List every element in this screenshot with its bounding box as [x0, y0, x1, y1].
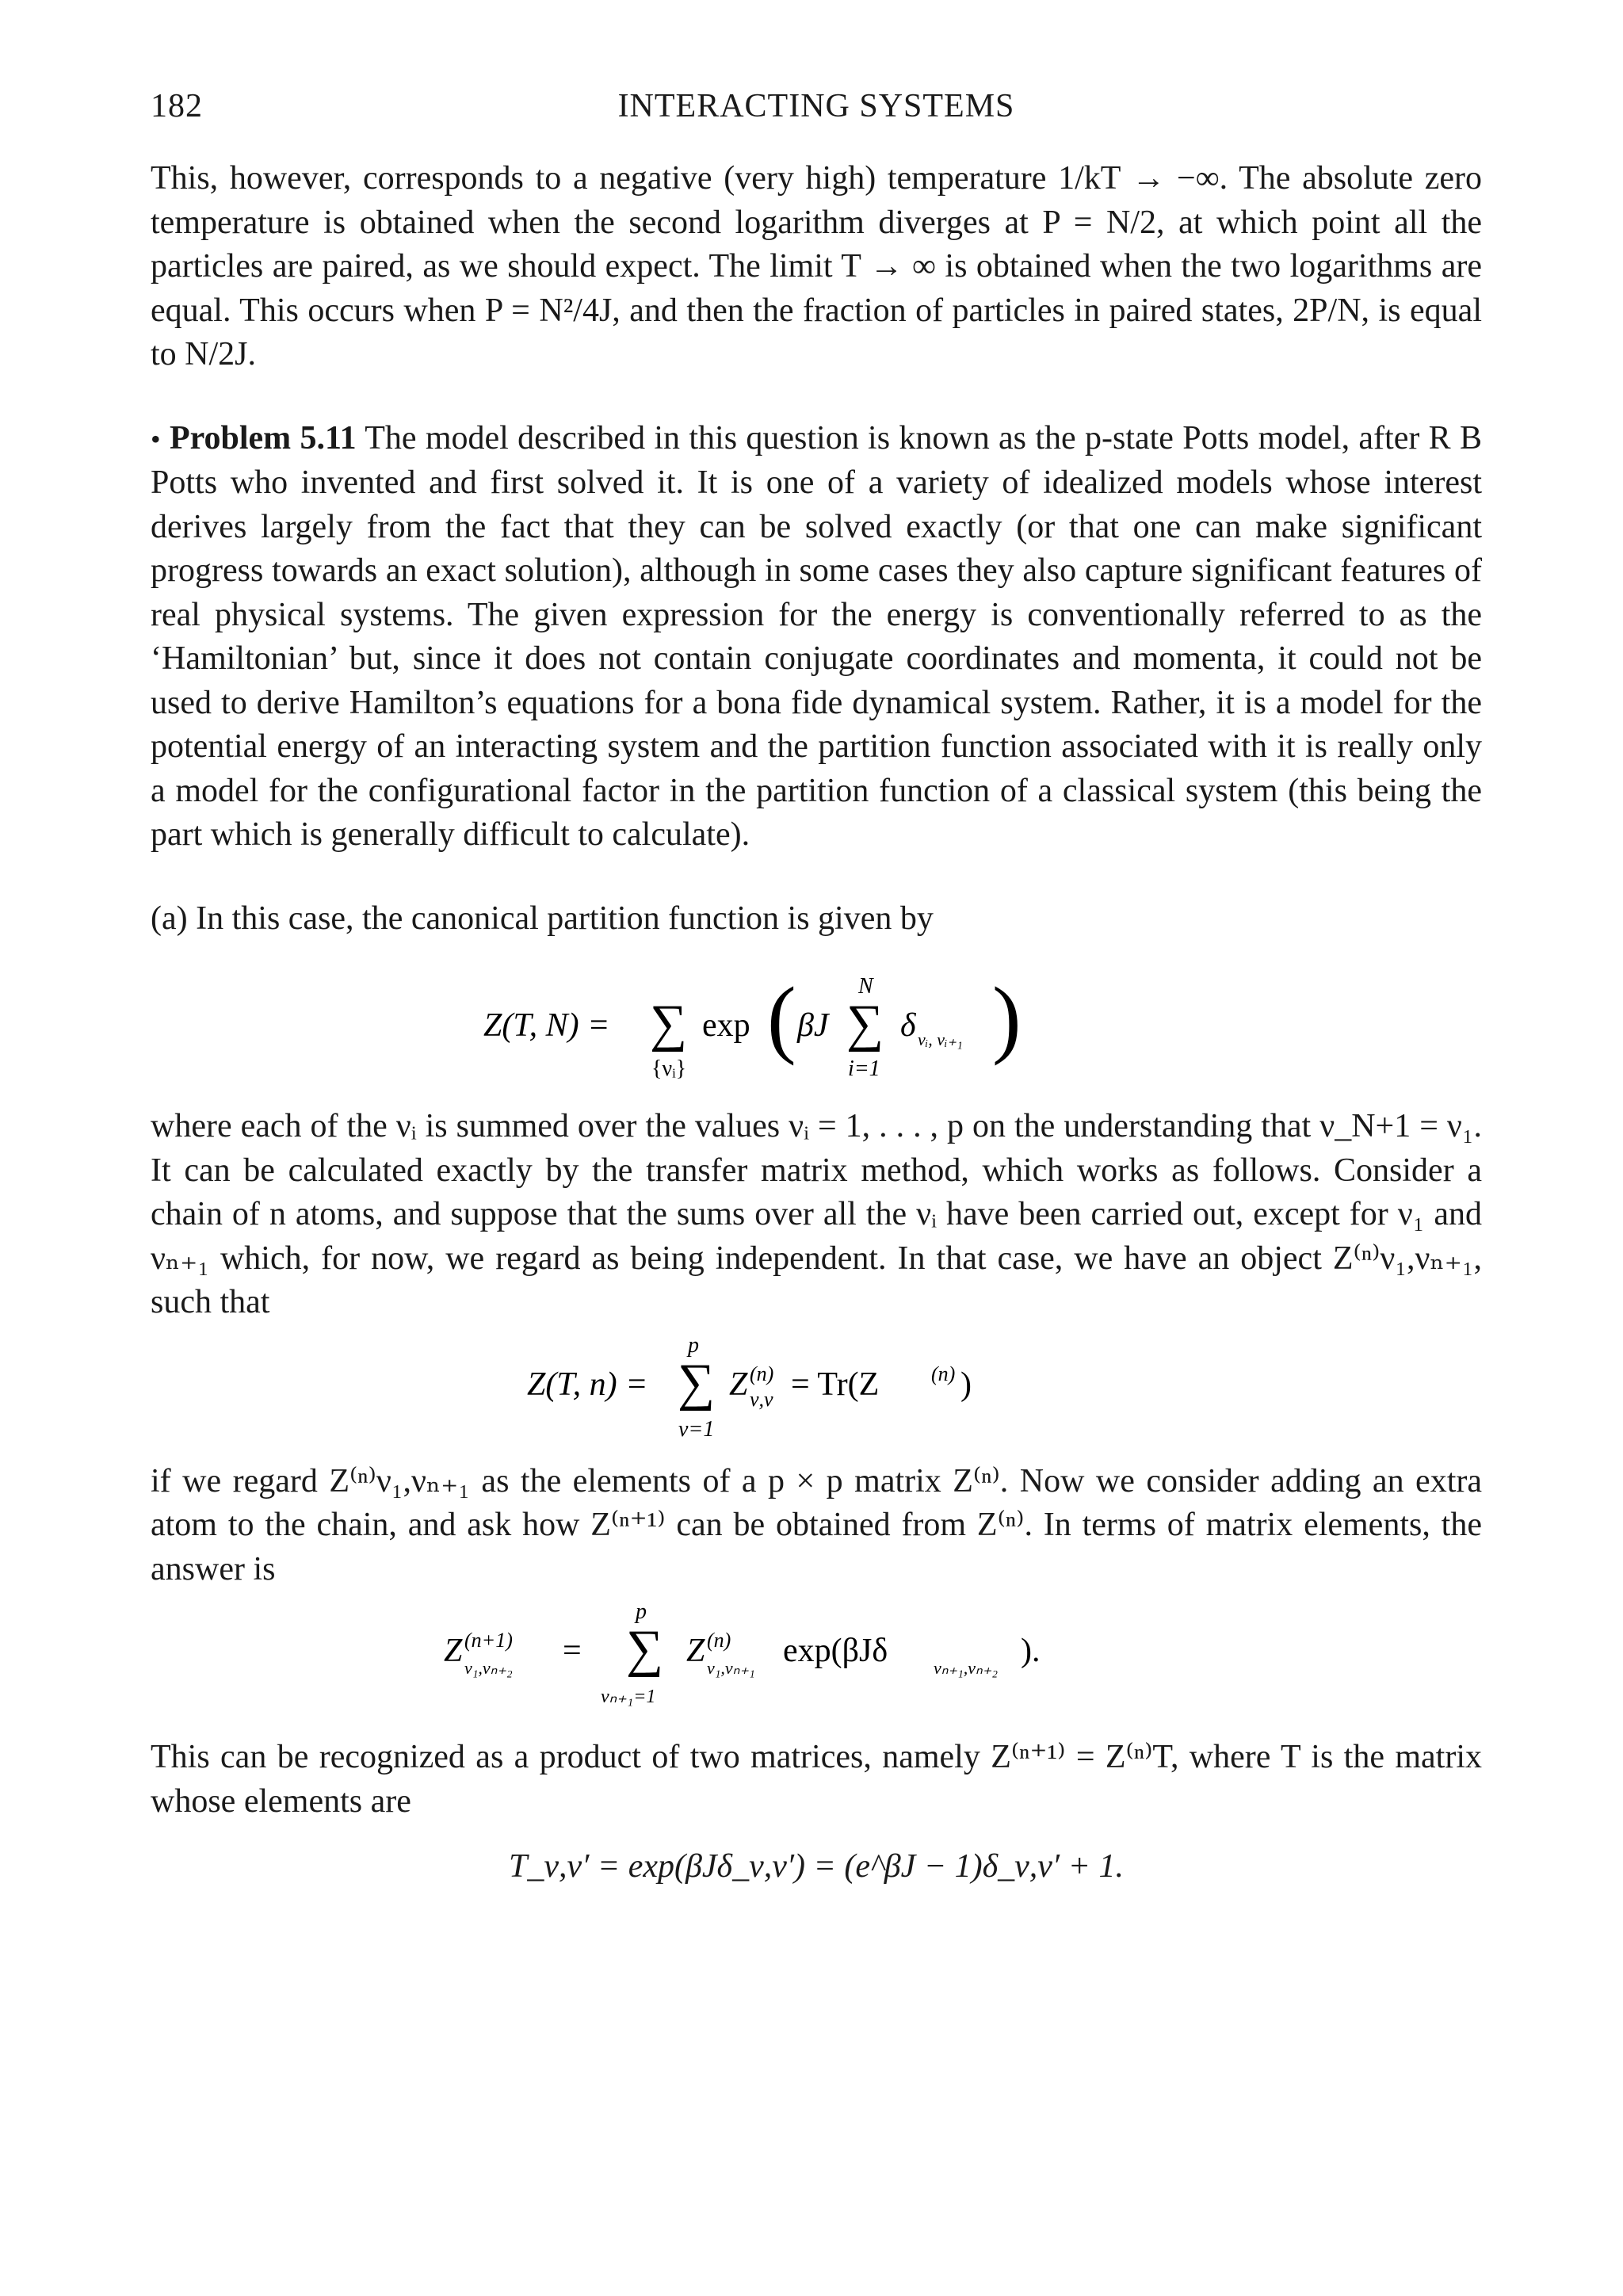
eq2-rhs: = Tr(Z: [791, 1366, 880, 1403]
eq4-text: T_ν,ν′ = exp(βJδ_ν,ν′) = (e^βJ − 1)δ_ν,ν′ + 1.: [509, 1848, 1124, 1885]
page-number: 182: [151, 88, 203, 124]
eq1-inner-sum-symbol: ∑: [846, 995, 884, 1052]
equation-transfer-matrix: [151, 1847, 1482, 1919]
eq3-sum-lower: νₙ₊₁=1: [601, 1687, 656, 1707]
eq1-delta: δ: [900, 1007, 916, 1044]
eq2-sum-symbol: ∑: [678, 1353, 716, 1412]
eq1-delta-sub: νᵢ, νᵢ₊₁: [918, 1030, 963, 1049]
eq1-right-paren: ): [992, 969, 1022, 1066]
eq2-term-sup: (n): [750, 1362, 774, 1385]
equation-recursion: [151, 1601, 1482, 1712]
eq3-exp: exp(βJδ: [783, 1633, 888, 1669]
eq1-sum-lower: {νᵢ}: [651, 1056, 687, 1081]
eq3-lhs-sup: (n+1): [464, 1629, 513, 1652]
page: [151, 87, 1482, 1919]
eq3-term: Z: [686, 1633, 705, 1669]
part-a-intro: (a) In this case, the canonical partition function is given by: [151, 900, 934, 937]
eq3-term-sup: (n): [707, 1629, 731, 1652]
eq3-lhs: Z: [444, 1633, 463, 1669]
running-head: INTERACTING SYSTEMS: [617, 88, 1015, 124]
problem-label: Problem 5.11: [169, 419, 357, 457]
eq2-term-sub: ν,ν: [750, 1387, 773, 1411]
paragraph-after-eq3: This can be recognized as a product of two matrices, namely Z⁽ⁿ⁺¹⁾ = Z⁽ⁿ⁾T, where T is the matrix whose elements are: [151, 1739, 1482, 1820]
eq1-beta-j: βJ: [797, 1007, 829, 1044]
equation-1-svg: [151, 958, 1482, 1097]
eq2-sum-upper: p: [688, 1332, 699, 1358]
eq1-exp: exp: [702, 1007, 750, 1044]
equation-3-svg: [151, 1601, 1482, 1712]
equation-partition-function: [151, 958, 1482, 1097]
eq3-exp-close: ).: [1021, 1633, 1041, 1669]
eq2-lhs: Z(T, n) =: [527, 1366, 648, 1403]
eq3-lhs-sub: ν₁,νₙ₊₂: [464, 1658, 513, 1678]
eq1-sum-symbol: ∑: [650, 995, 688, 1052]
eq2-rhs-close: ): [960, 1366, 972, 1403]
problem-text: The model described in this question is known as the p-state Potts model, after R B Potts who invented and first solved it. It is one of a variety of idealized models whose interest derives largely from the fact that they can be solved exactly (or that one can make significant progress towards an exact solution), although in some cases they also capture significant features of real physical systems. The given expression for the energy is conventionally referred to as the ‘Hamiltonian’ but, since it does not contain conjugate coordinates and momenta, it could not be used to derive Hamilton’s equations for a bona fide dynamical system. Rather, it is a model for the potential energy of an interacting system and the partition function associated with it is really only a model for the configurational factor in the partition function of a classical system (this being the part which is generally difficult to calculate).: [151, 419, 1482, 853]
eq3-sum-symbol: ∑: [626, 1620, 664, 1678]
eq1-lhs: Z(T, N) =: [483, 1007, 610, 1044]
problem-paragraph: [151, 417, 1482, 858]
equation-trace: [151, 1332, 1482, 1446]
eq3-exp-sub: νₙ₊₁,νₙ₊₂: [934, 1658, 999, 1678]
bullet: •: [151, 422, 161, 455]
eq2-sum-lower: ν=1: [678, 1416, 715, 1442]
paragraph-after-eq2: if we regard Z⁽ⁿ⁾ν₁,νₙ₊₁ as the elements of a p × p matrix Z⁽ⁿ⁾. Now we consider adding an extra atom to the chain, and ask how Z⁽ⁿ⁺¹⁾ can be obtained from Z⁽ⁿ⁾. In terms of matrix elements, the answer is: [151, 1462, 1482, 1587]
eq3-eq: =: [563, 1633, 582, 1669]
eq3-term-sub: ν₁,νₙ₊₁: [707, 1658, 755, 1678]
eq3-sum-upper: p: [636, 1599, 647, 1624]
paragraph-after-eq1: where each of the νᵢ is summed over the values νᵢ = 1, . . . , p on the understanding that ν_N+1 = ν₁. It can be calculated exactly by the transfer matrix method, which works as follows. Consider a chain of n atoms, and suppose that the sums over all the νᵢ have been carried out, except for ν₁ and νₙ₊₁ which, for now, we regard as being independent. In that case, we have an object Z⁽ⁿ⁾ν₁,νₙ₊₁, such that: [151, 1108, 1482, 1320]
eq2-rhs-sup: (n): [931, 1362, 956, 1385]
eq1-left-paren: (: [767, 969, 796, 1066]
eq1-inner-lower: i=1: [848, 1056, 880, 1081]
paragraph-intro: This, however, corresponds to a negative (very high) temperature 1/kT → −∞. The absolute zero temperature is obtained when the second logarithm diverges at P = N/2, at which point all the particles are paired, as we should expect. The limit T → ∞ is obtained when the two logarithms are equal. This occurs when P = N²/4J, and then the fraction of particles in paired states, 2P/N, is equal to N/2J.: [151, 160, 1482, 372]
eq2-term: Z: [729, 1366, 748, 1403]
page-header: [151, 87, 1482, 143]
eq1-inner-upper: N: [858, 974, 873, 999]
equation-2-svg: [151, 1332, 1482, 1446]
